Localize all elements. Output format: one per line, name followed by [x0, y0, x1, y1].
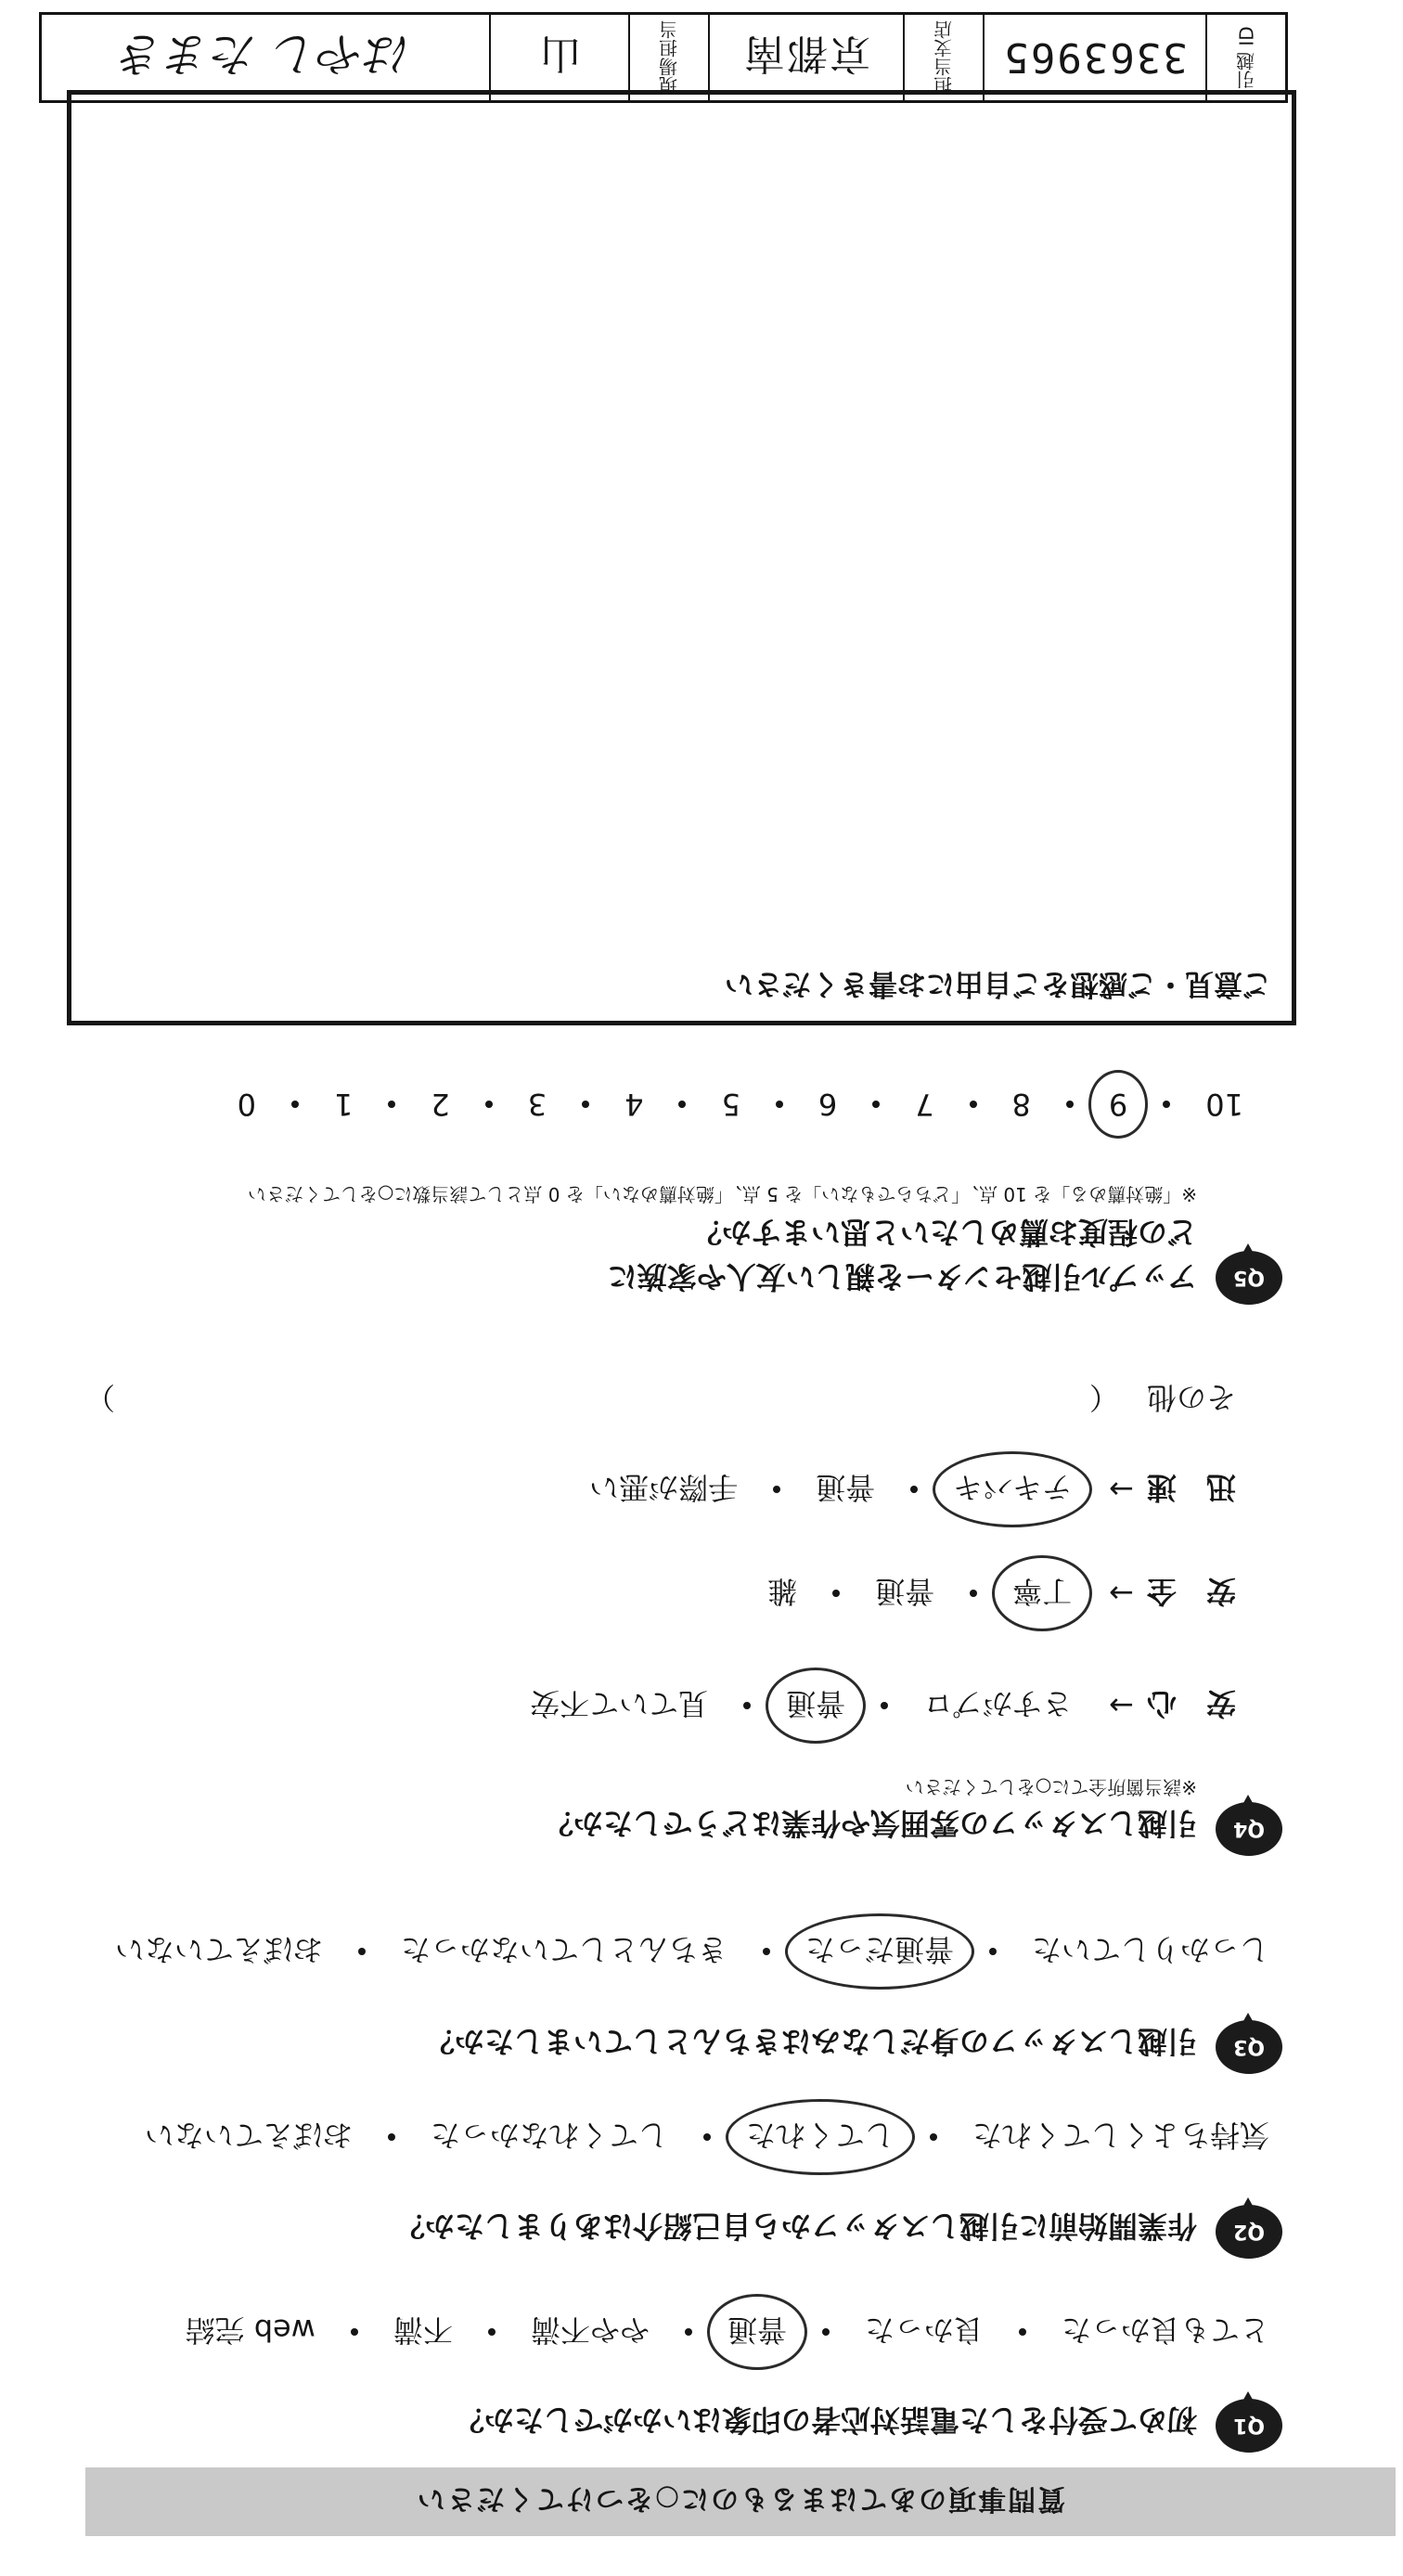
q5-question-line1: アップル引越センターを親しい友人や家族に: [607, 1259, 1197, 1294]
q1-question: 初めて受付をした電話対応者の印象はいかがでしたか？: [454, 2402, 1197, 2438]
separator-dot: [291, 1101, 299, 1108]
q4-row-label: 迅 速: [1146, 1470, 1236, 1505]
separator-dot: [970, 1590, 977, 1597]
id-table: [39, 12, 1288, 103]
score-7[interactable]: 7: [915, 1087, 934, 1122]
arrow-icon: →: [1109, 1688, 1134, 1723]
q4-option[interactable]: 普通: [875, 1574, 935, 1609]
separator-dot: [1066, 1101, 1074, 1108]
q4-option[interactable]: 見ていて不安: [530, 1686, 709, 1721]
separator-dot: [763, 1948, 770, 1955]
q1-option[interactable]: web 完結: [185, 2312, 315, 2348]
q4-other-close: ）: [85, 1380, 116, 1415]
separator-dot: [351, 2328, 358, 2336]
branch-value: 京都南: [742, 30, 870, 77]
separator-dot: [685, 2328, 692, 2336]
score-10[interactable]: 10: [1205, 1087, 1243, 1122]
q1-option-selected[interactable]: 普通: [724, 2311, 791, 2353]
q4-row-jinsoku: [586, 1468, 1236, 1511]
score-9-selected[interactable]: 9: [1105, 1087, 1131, 1122]
separator-dot: [1019, 2328, 1026, 2336]
q4-note: ※該当箇所全てに○をしてください: [905, 1776, 1197, 1798]
q5-scale: [234, 1087, 1247, 1122]
q4-row-label: 安 心: [1146, 1686, 1236, 1721]
separator-dot: [989, 1948, 997, 1955]
separator-dot: [970, 1101, 977, 1108]
score-4[interactable]: 4: [624, 1087, 644, 1122]
q5-badge: Q5: [1216, 1251, 1282, 1305]
q1-badge: Q1: [1216, 2399, 1282, 2453]
score-0[interactable]: 0: [237, 1087, 257, 1122]
score-5[interactable]: 5: [721, 1087, 740, 1122]
q1-option[interactable]: 良かった: [864, 2312, 984, 2348]
q3-option[interactable]: きちんとしていなかった: [400, 1932, 727, 1967]
q3-options: [111, 1930, 1273, 1973]
q4-other-open: （: [1088, 1380, 1119, 1415]
q4-option-selected[interactable]: 丁寧: [1009, 1572, 1075, 1615]
q3-question: 引越しスタッフの身だしなみはきちんとしていましたか？: [424, 2024, 1197, 2059]
comment-title: ご意見・ご感想をご自由にお書きください: [725, 967, 1271, 1000]
separator-dot: [773, 1486, 780, 1493]
signature: はやし たまき: [119, 27, 412, 81]
arrow-icon: →: [1109, 1576, 1134, 1611]
signature-cell: [42, 15, 489, 100]
q3-option[interactable]: しっかりしていた: [1031, 1932, 1269, 1967]
separator-dot: [388, 1101, 395, 1108]
q4-option-selected[interactable]: テキパキ: [949, 1468, 1075, 1511]
instruction-text: 質問事項のあてはまるものに○をつけてください: [415, 2482, 1066, 2515]
q1-option[interactable]: 不満: [393, 2312, 453, 2348]
branch-value-cell: [708, 15, 903, 100]
separator-dot: [832, 1590, 840, 1597]
q5-note: ※「絶対薦める」を 10 点、「どちらでもない」を 5 点、「絶対薦めない」を 0 点として該当数に○をしてください: [247, 1183, 1197, 1205]
q3-option-selected[interactable]: 普通だった: [802, 1930, 958, 1973]
score-3[interactable]: 3: [527, 1087, 547, 1122]
move-id-value-cell: [983, 15, 1205, 100]
q2-option-selected[interactable]: してくれた: [742, 2116, 898, 2158]
move-id-label: 引越 ID: [1235, 26, 1258, 89]
separator-dot: [678, 1101, 686, 1108]
move-id-value: 3363965: [1002, 33, 1188, 82]
score-1[interactable]: 1: [334, 1087, 354, 1122]
separator-dot: [388, 2133, 395, 2141]
separator-dot: [930, 2133, 937, 2141]
q4-row-anshin: [526, 1684, 1236, 1727]
branch-label: 担当支店: [933, 20, 956, 95]
separator-dot: [872, 1101, 880, 1108]
q2-option[interactable]: 気持ちよくしてくれた: [972, 2118, 1269, 2153]
separator-dot: [743, 1702, 751, 1709]
separator-dot: [582, 1101, 589, 1108]
arrow-icon: →: [1109, 1472, 1134, 1507]
q4-option[interactable]: 手際が悪い: [589, 1470, 739, 1505]
branch-label-cell: [903, 15, 983, 100]
staff-value: 山: [538, 30, 581, 77]
q4-option[interactable]: さすがプロ: [923, 1686, 1073, 1721]
q4-option[interactable]: 雑: [767, 1574, 798, 1609]
separator-dot: [358, 1948, 366, 1955]
separator-dot: [703, 2133, 711, 2141]
staff-label-cell: [628, 15, 708, 100]
score-2[interactable]: 2: [431, 1087, 450, 1122]
q2-option[interactable]: してくれなかった: [430, 2118, 668, 2153]
instruction-banner: [85, 2467, 1396, 2536]
q2-option[interactable]: おぼえていない: [144, 2118, 353, 2153]
q3-badge: Q3: [1216, 2020, 1282, 2074]
q4-row-label: 安 全: [1146, 1574, 1236, 1609]
separator-dot: [910, 1486, 918, 1493]
q2-question: 作業開始前に引越しスタッフから自己紹介はありましたか？: [394, 2209, 1197, 2244]
q4-other-label: その他: [1146, 1380, 1236, 1415]
q3-option[interactable]: おぼえていない: [114, 1932, 323, 1967]
separator-dot: [776, 1101, 783, 1108]
score-6[interactable]: 6: [817, 1087, 838, 1122]
staff-value-cell: [489, 15, 628, 100]
comment-body[interactable]: [92, 113, 1271, 956]
separator-dot: [488, 2328, 496, 2336]
separator-dot: [881, 1702, 888, 1709]
q1-option[interactable]: やや不満: [530, 2312, 650, 2348]
comment-box[interactable]: [67, 90, 1296, 1025]
move-id-label-cell: [1205, 15, 1285, 100]
q2-badge: Q2: [1216, 2205, 1282, 2259]
separator-dot: [1163, 1101, 1170, 1108]
q4-row-anzen: [764, 1572, 1236, 1615]
score-8[interactable]: 8: [1011, 1087, 1031, 1122]
q1-option[interactable]: とても良かった: [1061, 2312, 1269, 2348]
q2-options: [141, 2116, 1273, 2158]
q4-option-selected[interactable]: 普通: [782, 1684, 849, 1727]
q4-badge: Q4: [1216, 1802, 1282, 1856]
q4-option[interactable]: 普通: [816, 1470, 876, 1505]
staff-label: 現場担当: [658, 20, 681, 95]
q1-options: [182, 2311, 1273, 2353]
separator-dot: [822, 2328, 830, 2336]
q5-question-line2: どの程度お薦めしたいと思いますか？: [691, 1215, 1197, 1250]
q4-question: 引越しスタッフの雰囲気や作業はどうでしたか？: [543, 1806, 1197, 1841]
q4-other-row: [85, 1378, 1236, 1421]
separator-dot: [485, 1101, 493, 1108]
